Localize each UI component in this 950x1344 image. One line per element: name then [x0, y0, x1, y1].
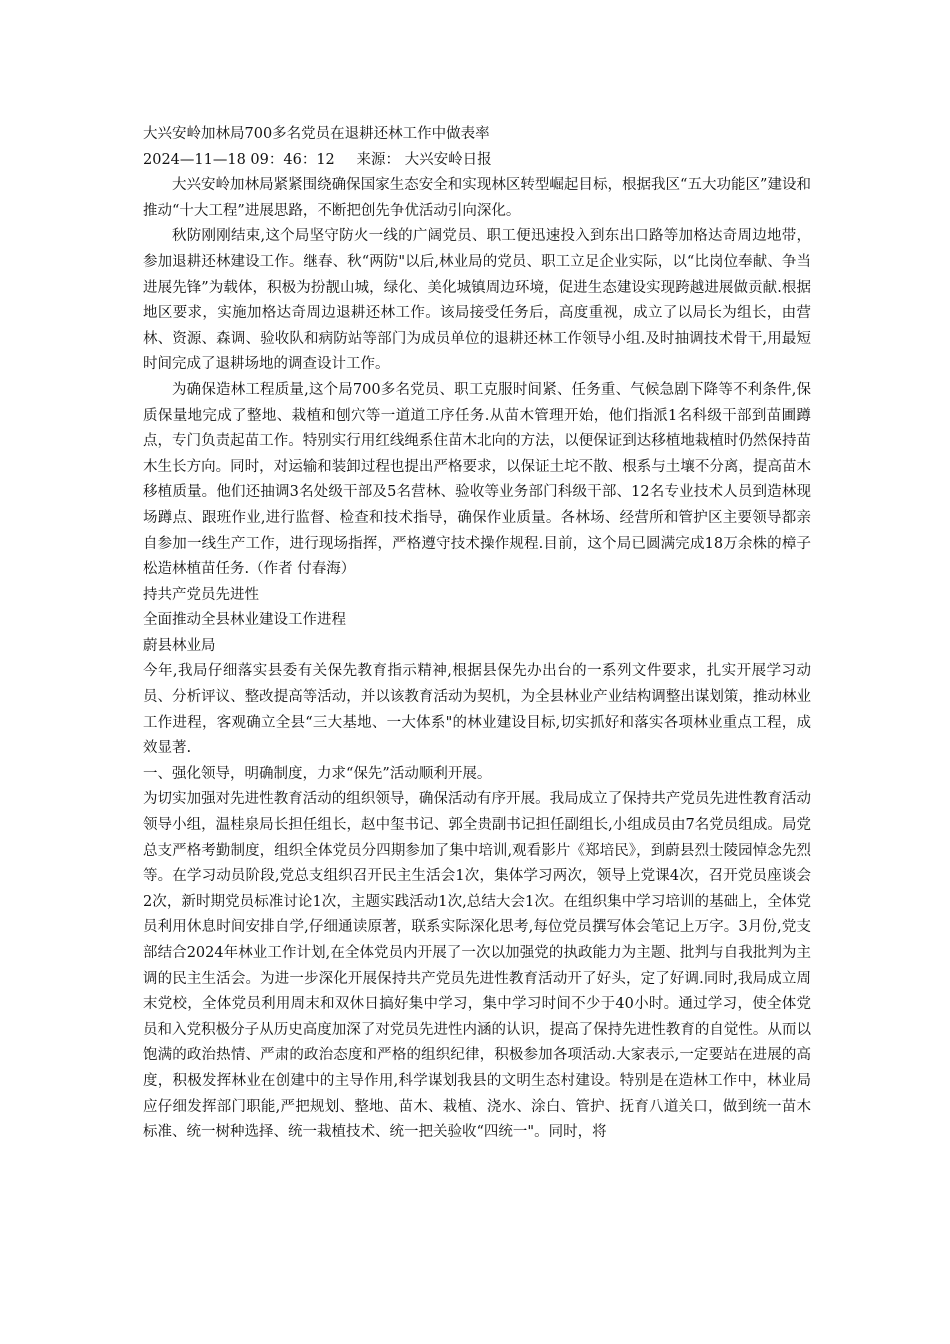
section-title: 持共产党员先进性: [143, 586, 259, 603]
section-subtitle: 全面推动全县林业建设工作进程: [143, 612, 346, 629]
body-paragraph: 今年,我局仔细落实县委有关保先教育指示精神,根据县保先办出台的一系列文件要求，扎实开展学习动员、分析评议、整改提高等活动，并以该教育活动为契机，为全县林业产业结构调整出谋划策，推动林业工作进程，客观确立全县“三大基地、一大体系"的林业建设目标,切实抓好和落实各项林业重点工程，成效显著.: [143, 663, 811, 757]
document-page: [143, 122, 811, 1146]
article-dateline: [143, 148, 811, 174]
body-paragraph: 秋防刚刚结束,这个局坚守防火一线的广阔党员、职工便迅速投入到东出口路等加格达奇周边地带，参加退耕还林建设工作。继春、秋“两防"以后,林业局的党员、职工立足企业实际，以“比岗位奉献、争当进展先锋”为载体，积极为扮靓山城，绿化、美化城镇周边环境，促进生态建设实现跨越进展做贡献.根据地区要求，实施加格达奇周边退耕还林工作。该局接受任务后，高度重视，成立了以局长为组长，由营林、资源、森调、验收队和病防站等部门为成员单位的退耕还林工作领导小组.及时抽调技术骨干,用最短时间完成了退耕场地的调查设计工作。: [143, 228, 811, 373]
body-paragraph: 为切实加强对先进性教育活动的组织领导，确保活动有序开展。我局成立了保持共产党员先进性教育活动领导小组，温桂泉局长担任组长，赵中玺书记、郭全贵副书记担任副组长,小组成员由7名党员组成。局党总支严格考勤制度，组织全体党员分四期参加了集中培训,观看影片《郑培民》，到蔚县烈士陵园悼念先烈等。在学习动员阶段,党总支组织召开民主生活会1次，集体学习两次，领导上党课4次，召开党员座谈会2次，新时期党员标准讨论1次，主题实践活动1次,总结大会1次。在组织集中学习培训的基础上，全体党员利用休息时间安排自学,仔细通读原著，联系实际深化思考,每位党员撰写体会笔记上万字。3月份,党支部结合2024年林业工作计划,在全体党员内开展了一次以加强党的执政能力为主题、批判与自我批判为主调的民主生活会。为进一步深化开展保持共产党员先进性教育活动开了好头，定了好调.同时,我局成立周末党校，全体党员利用周末和双休日搞好集中学习，集中学习时间不少于40小时。通过学习，使全体党员和入党积极分子从历史高度加深了对党员先进性内涵的认识，提高了保持先进性教育的自觉性。从而以饱满的政治热情、严肃的政治态度和严格的组织纪律，积极参加各项活动.大家表示,一定要站在进展的高度，积极发挥林业在创建中的主导作用,科学谋划我县的文明生态村建设。特别是在造林工作中，林业局应仔细发挥部门职能,严把规划、整地、苗木、栽植、浇水、涂白、管护、抚育八道关口，做到统一苗木标准、统一树种选择、统一栽植技术、统一把关验收“四统一"。同时，将: [143, 791, 811, 1141]
publish-date: 2024—11—18 09：46：12: [143, 151, 335, 168]
body-paragraph: 为确保造林工程质量,这个局700多名党员、职工克服时间紧、任务重、气候急剧下降等不利条件,保质保量地完成了整地、栽植和刨穴等一道道工序任务.从苗木管理开始，他们指派1名科级干部到苗圃蹲点，专门负责起苗工作。特别实行用红线绳系住苗木北向的方法，以便保证到达移植地栽植时仍然保持苗木生长方向。同时，对运输和装卸过程也提出严格要求，以保证土坨不散、根系与土壤不分离，提高苗木移植质量。他们还抽调3名处级干部及5名营林、验收等业务部门科级干部、12名专业技术人员到造林现场蹲点、跟班作业,进行监督、检查和技术指导，确保作业质量。各林场、经营所和管护区主要领导都亲自参加一线生产工作，进行现场指挥，严格遵守技术操作规程.目前，这个局已圆满完成18万余株的樟子松造林植苗任务.（作者 付春海）: [143, 381, 811, 578]
article-source: 来源： 大兴安岭日报: [356, 151, 492, 168]
article-title: 大兴安岭加林局700多名党员在退耕还林工作中做表率: [143, 126, 490, 142]
section-heading: 一、强化领导，明确制度，力求“保先”活动顺利开展。: [143, 765, 492, 782]
author-organization: 蔚县林业局: [143, 637, 216, 654]
body-paragraph: 大兴安岭加林局紧紧围绕确保国家生态安全和实现林区转型崛起目标，根据我区“五大功能区”建设和推动“十大工程”进展思路，不断把创先争优活动引向深化。: [143, 177, 811, 219]
